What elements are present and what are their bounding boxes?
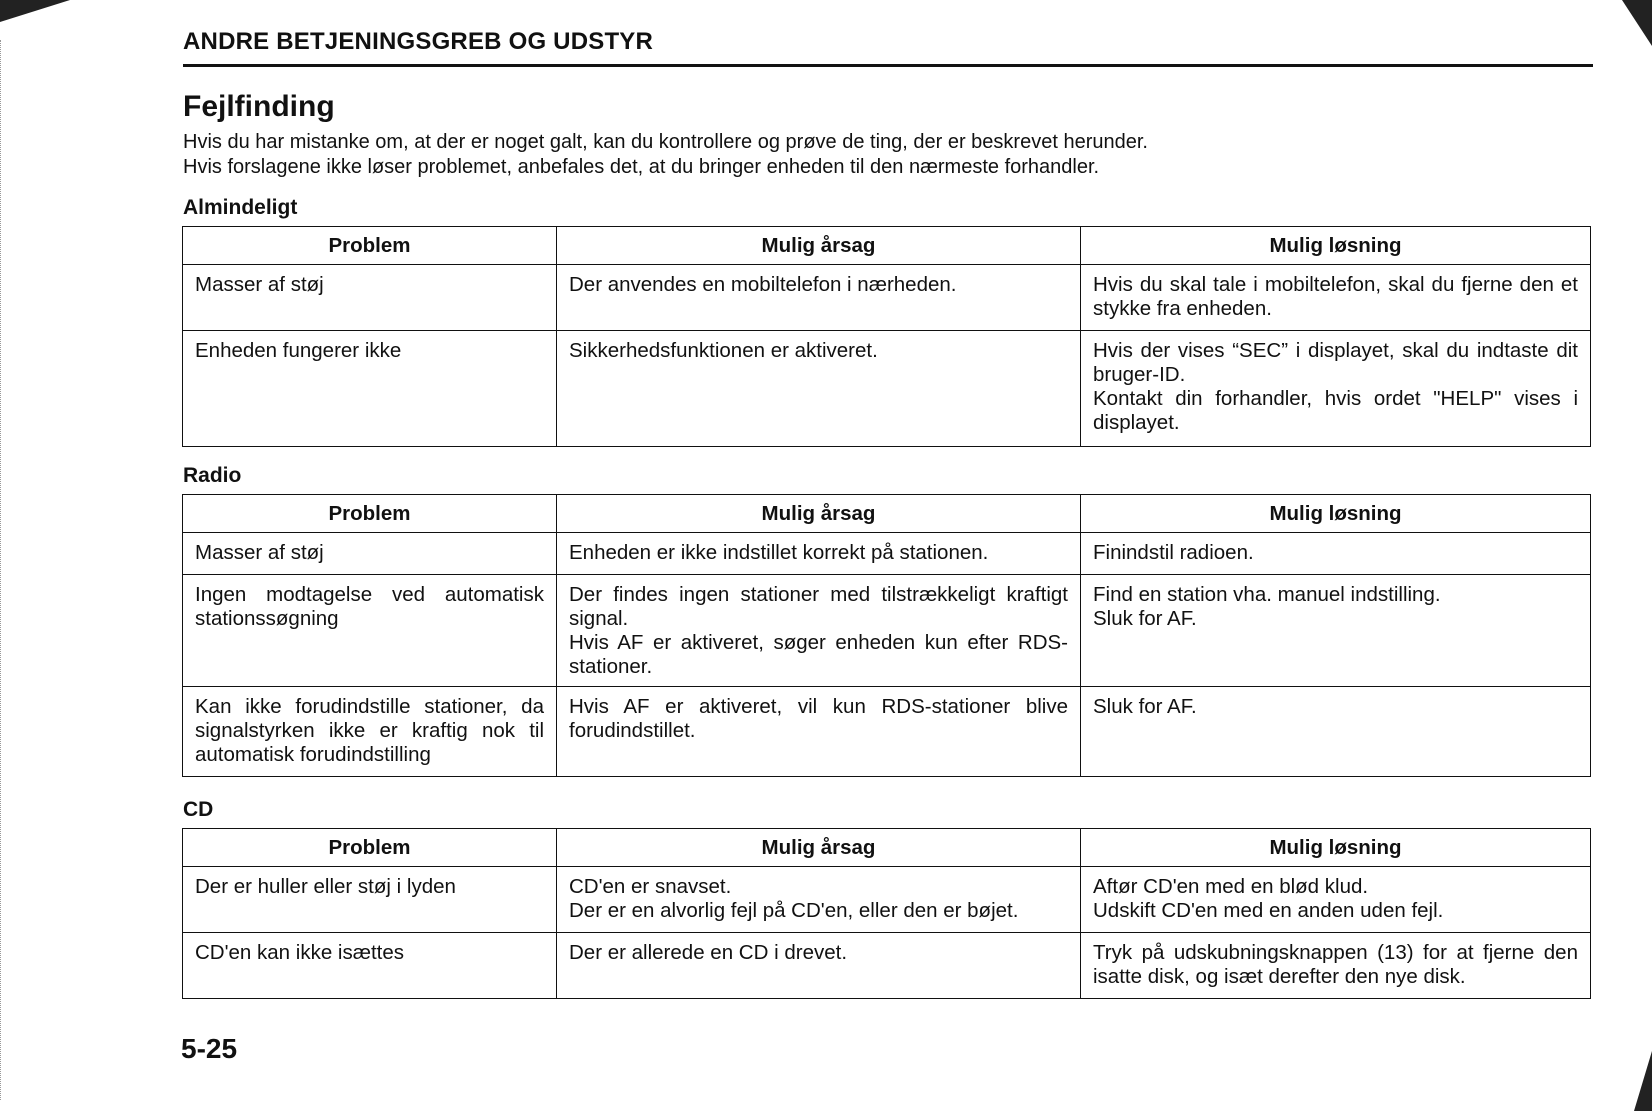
cell-text: Ingen modtagelse ved automatisk stationssøgning [195,583,544,630]
troubleshooting-table-radio [182,494,1591,777]
cell-text: Sluk for AF. [1093,695,1197,718]
scan-shadow-corner [0,0,70,22]
section-label-almindeligt: Almindeligt [183,196,298,219]
header-rule [183,64,1593,67]
column-header-problem: Problem [183,829,557,867]
table-row [183,533,1591,575]
solution-cell [1081,331,1591,447]
cell-text: Kontakt din forhandler, hvis ordet "HELP" vises i displayet. [1093,387,1578,434]
table-row [183,265,1591,331]
cell-text: Finindstil radioen. [1093,541,1254,564]
table-header-row [183,829,1591,867]
intro-line: Hvis du har mistanke om, at der er noget galt, kan du kontrollere og prøve de ting, der er beskrevet herunder. [183,131,1148,153]
solution-cell [1081,867,1591,933]
cause-cell [557,575,1081,687]
troubleshooting-table-cd [182,828,1591,999]
problem-cell [183,533,557,575]
cell-text: Sikkerhedsfunktionen er aktiveret. [569,339,878,362]
cell-text: Kan ikke forudindstille stationer, da signalstyrken ikke er kraftig nok til automatisk forudindstilling [195,695,544,766]
cell-text: Tryk på udskubningsknappen (13) for at fjerne den isatte disk, og isæt derefter den nye disk. [1093,941,1578,988]
cell-text: Find en station vha. manuel indstilling. [1093,583,1441,606]
section-label-radio: Radio [183,464,242,487]
cell-text: Masser af støj [195,273,324,296]
cell-text: Der er allerede en CD i drevet. [569,941,848,964]
cell-text: Enheden fungerer ikke [195,339,402,362]
cell-text: Hvis AF er aktiveret, søger enheden kun efter RDS-stationer. [569,631,1068,678]
cause-cell [557,265,1081,331]
intro-text [183,130,1583,180]
column-header-solution: Mulig løsning [1081,495,1591,533]
problem-cell [183,867,557,933]
problem-cell [183,933,557,999]
troubleshooting-table-general [182,226,1591,447]
problem-cell [183,575,557,687]
cell-text: CD'en er snavset. [569,875,732,898]
cause-cell [557,533,1081,575]
cell-text: Enheden er ikke indstillet korrekt på stationen. [569,541,989,564]
solution-cell [1081,933,1591,999]
column-header-solution: Mulig løsning [1081,829,1591,867]
cause-cell [557,933,1081,999]
cell-text: Der findes ingen stationer med tilstrækkeligt kraftigt signal. [569,583,1068,630]
intro-line: Hvis forslagene ikke løser problemet, anbefales det, at du bringer enheden til den nærmeste forhandler. [183,156,1100,178]
solution-cell [1081,575,1591,687]
column-header-problem: Problem [183,495,557,533]
cause-cell [557,331,1081,447]
cell-text: CD'en kan ikke isættes [195,941,404,964]
column-header-cause: Mulig årsag [557,227,1081,265]
cell-text: Masser af støj [195,541,324,564]
page-title: Fejlfinding [183,90,335,123]
cell-text: Hvis der vises “SEC” i displayet, skal du indtaste dit bruger-ID. [1093,339,1578,386]
problem-cell [183,331,557,447]
solution-cell [1081,533,1591,575]
cell-text: Udskift CD'en med en anden uden fejl. [1093,899,1444,922]
scan-shadow-corner [1634,1051,1652,1111]
table-header-row [183,495,1591,533]
table-row [183,331,1591,447]
column-header-cause: Mulig årsag [557,829,1081,867]
column-header-problem: Problem [183,227,557,265]
column-header-cause: Mulig årsag [557,495,1081,533]
table-row [183,867,1591,933]
cell-text: Sluk for AF. [1093,607,1197,630]
cell-text: Der anvendes en mobiltelefon i nærheden. [569,273,957,296]
cell-text: Der er en alvorlig fejl på CD'en, eller den er bøjet. [569,899,1019,922]
table-header-row [183,227,1591,265]
page-number: 5-25 [181,1033,238,1064]
column-header-solution: Mulig løsning [1081,227,1591,265]
cause-cell [557,867,1081,933]
problem-cell [183,265,557,331]
cell-text: Hvis AF er aktiveret, vil kun RDS-stationer blive forudindstillet. [569,695,1068,742]
solution-cell [1081,687,1591,777]
scan-shadow-corner [1622,0,1652,46]
cell-text: Der er huller eller støj i lyden [195,875,456,898]
problem-cell [183,687,557,777]
cause-cell [557,687,1081,777]
table-row [183,575,1591,687]
binding-edge [0,40,4,1100]
cell-text: Hvis du skal tale i mobiltelefon, skal du fjerne den et stykke fra enheden. [1093,273,1578,320]
table-row [183,933,1591,999]
table-row [183,687,1591,777]
section-header: ANDRE BETJENINGSGREB OG UDSTYR [183,28,654,55]
cell-text: Aftør CD'en med en blød klud. [1093,875,1369,898]
section-label-cd: CD [183,798,214,821]
solution-cell [1081,265,1591,331]
